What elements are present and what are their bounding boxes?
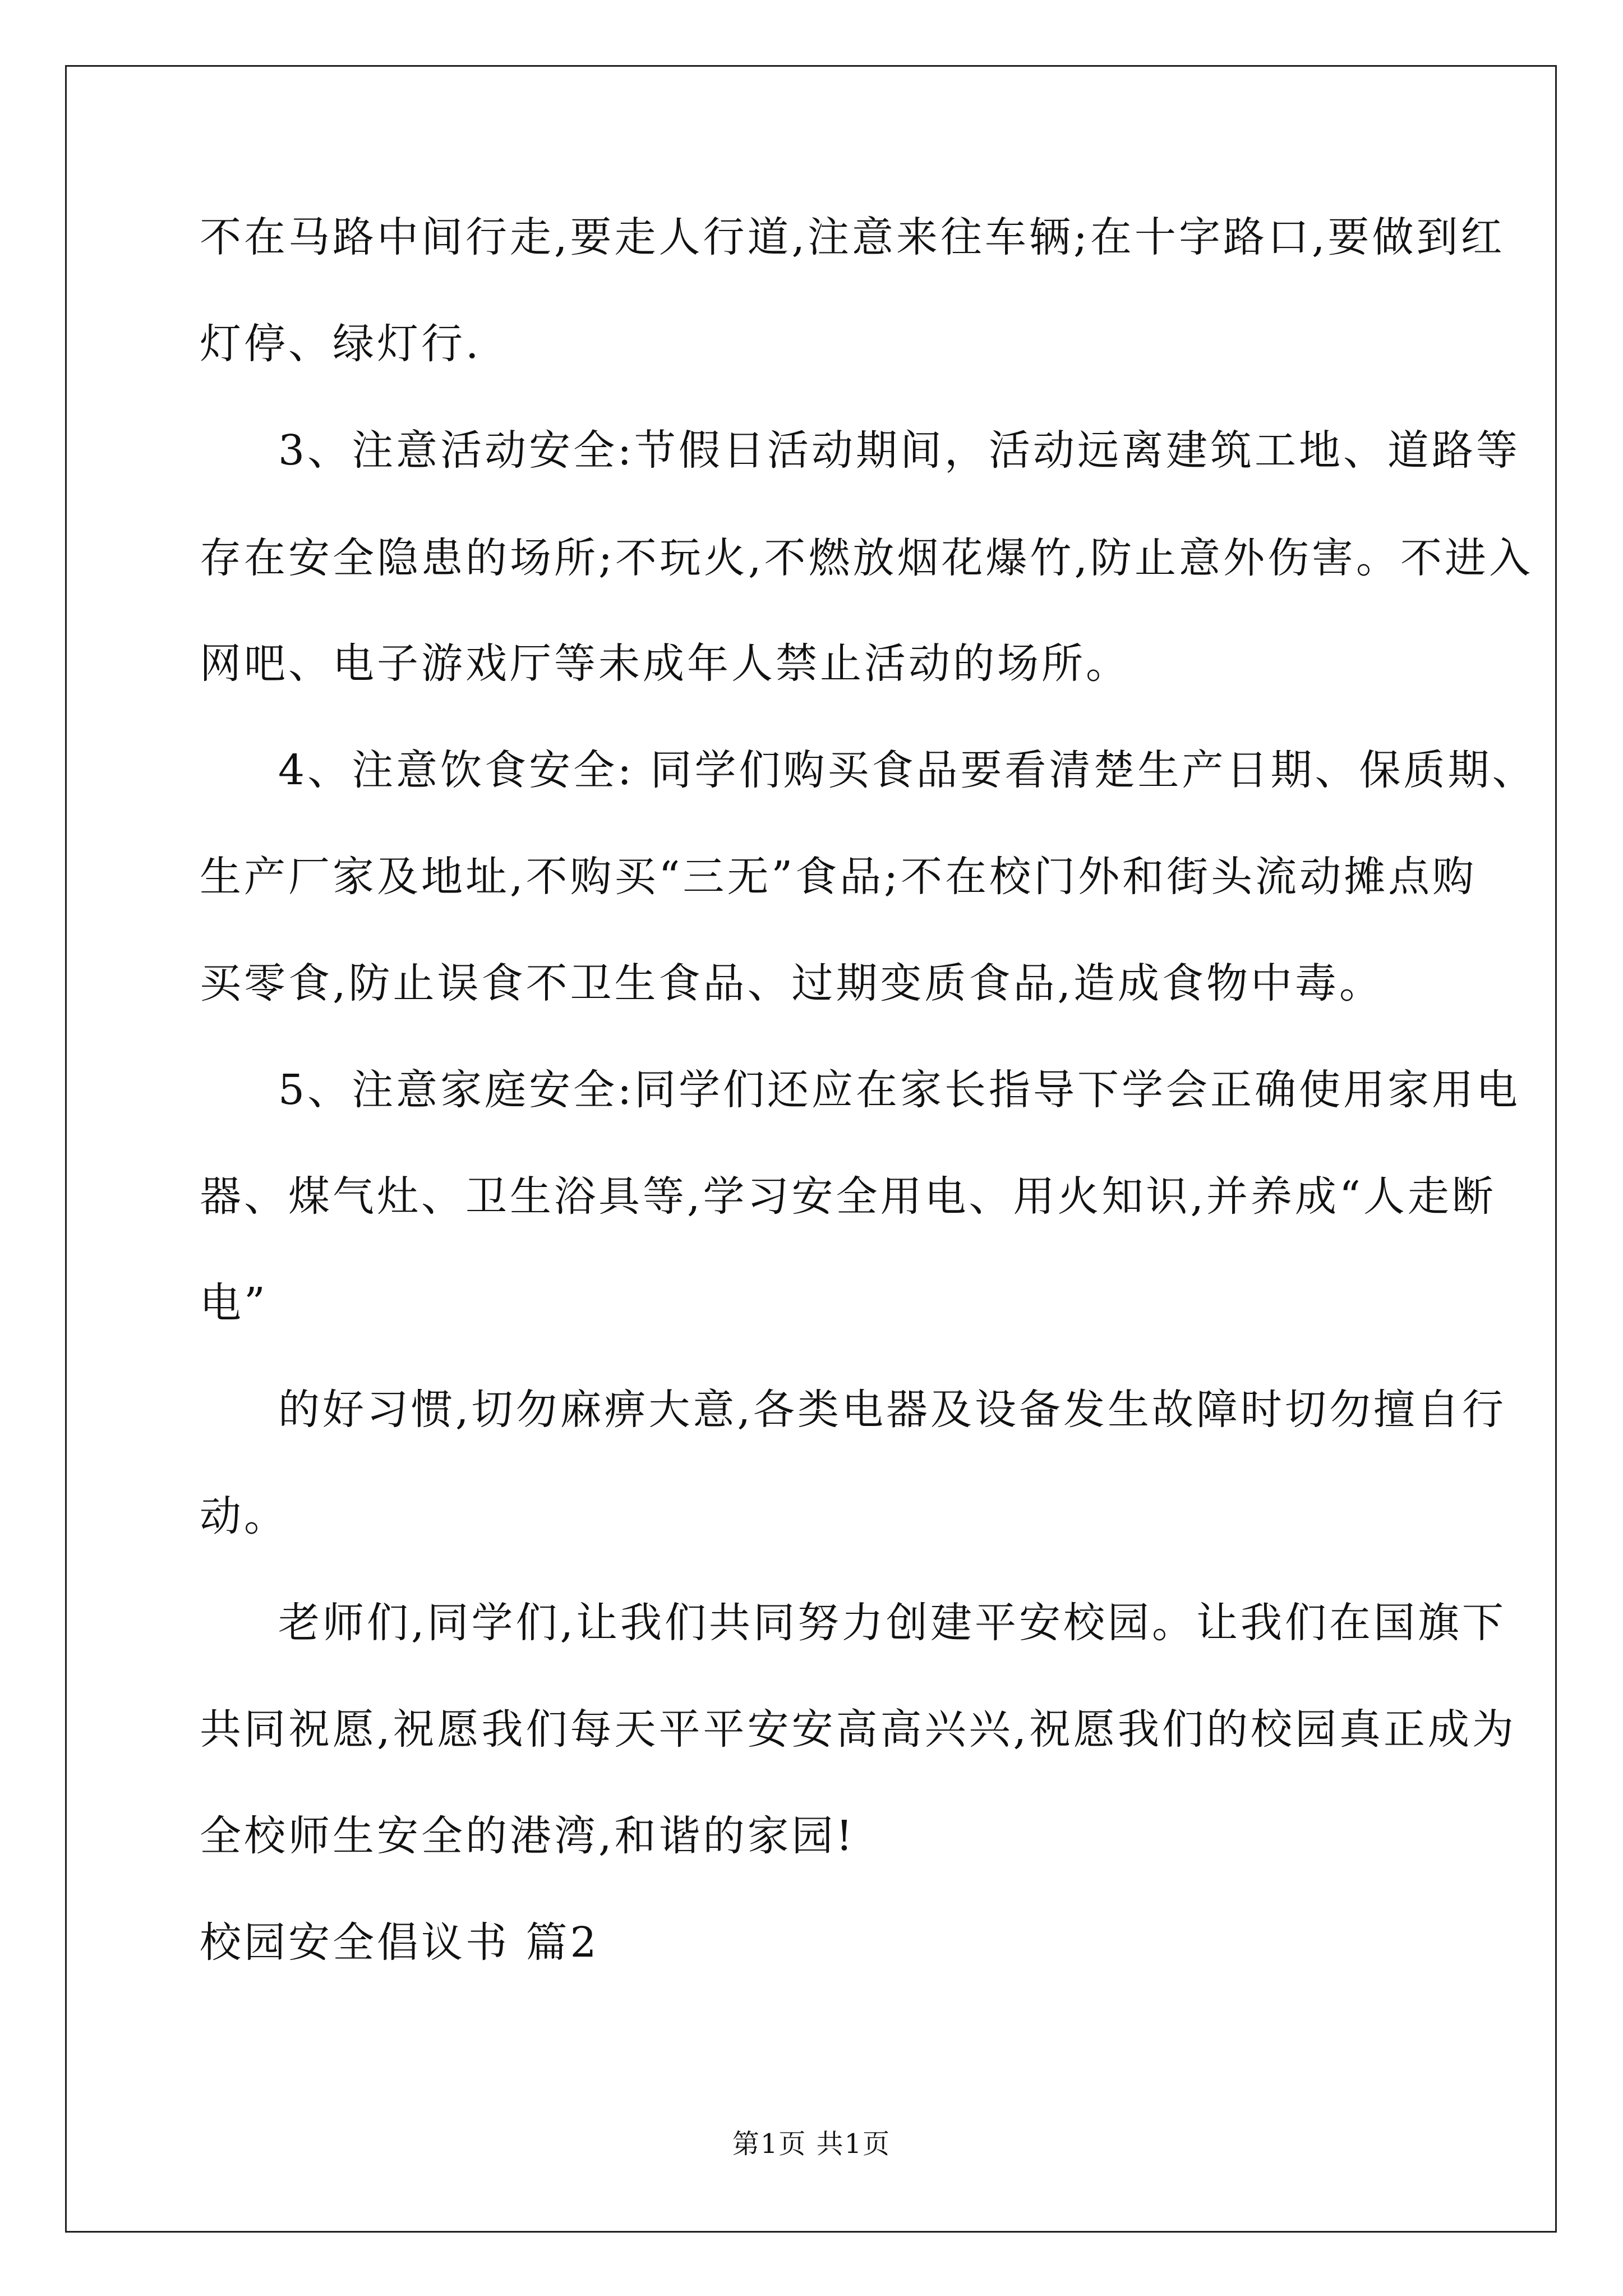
text-line: 老师们,同学们,让我们共同努力创建平安校园。让我们在国旗下 bbox=[278, 1599, 1507, 1647]
text-line: 4、注意饮食安全: 同学们购买食品要看清楚生产日期、保质期、 bbox=[278, 746, 1537, 794]
page-border bbox=[65, 65, 1557, 2233]
text-line: 5、注意家庭安全:同学们还应在家长指导下学会正确使用家用电 bbox=[278, 1066, 1521, 1114]
text-line: 电” bbox=[200, 1279, 268, 1327]
text-line: 生产厂家及地址,不购买“三无”食品;不在校门外和街头流动摊点购 bbox=[200, 853, 1477, 901]
text-line: 灯停、绿灯行. bbox=[200, 320, 482, 368]
text-line: 买零食,防止误食不卫生食品、过期变质食品,造成食物中毒。 bbox=[200, 959, 1384, 1007]
text-line: 全校师生安全的港湾,和谐的家园! bbox=[200, 1812, 856, 1860]
text-line: 存在安全隐患的场所;不玩火,不燃放烟花爆竹,防止意外伤害。不进入 bbox=[200, 534, 1533, 582]
section-heading: 校园安全倡议书 篇2 bbox=[200, 1918, 600, 1967]
text-line: 共同祝愿,祝愿我们每天平平安安高高兴兴,祝愿我们的校园真正成为 bbox=[200, 1705, 1517, 1754]
text-line: 动。 bbox=[200, 1492, 288, 1540]
text-line: 器、煤气灶、卫生浴具等,学习安全用电、用火知识,并养成“人走断 bbox=[200, 1172, 1496, 1221]
text-line: 的好习惯,切勿麻痹大意,各类电器及设备发生故障时切勿擅自行 bbox=[278, 1386, 1507, 1434]
text-line: 网吧、电子游戏厅等未成年人禁止活动的场所。 bbox=[200, 639, 1130, 688]
text-line: 不在马路中间行走,要走人行道,注意来往车辆;在十字路口,要做到红 bbox=[200, 213, 1505, 261]
page-number-footer: 第1页 共1页 bbox=[732, 2128, 891, 2160]
text-line: 3、注意活动安全:节假日活动期间，活动远离建筑工地、道路等 bbox=[278, 426, 1521, 475]
